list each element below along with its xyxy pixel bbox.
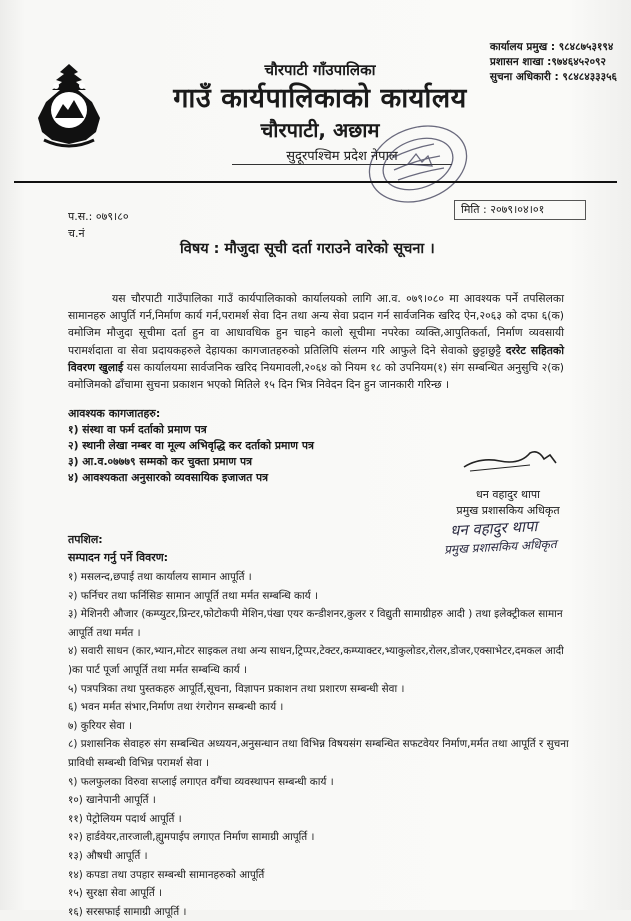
contact-info-officer: सुचना अधिकारी : ९८४८४३३३५६ <box>489 71 617 83</box>
office-location: चौरपाटी, अछाम <box>260 118 380 142</box>
signatory-title: प्रमुख प्रशासकिय अधिकृत <box>456 504 560 517</box>
municipality-name: चौरपाटी गाँउपालिका <box>264 61 376 79</box>
reference-block <box>68 208 129 242</box>
list-item: ३) मेशिनरी औजार (कम्प्युटर,प्रिन्टर,फोटोकपी मेशिन,पंखा एयर कन्डीशनर,कुलर र विद्युती सामाग्रीहरु आदी ) तथा इलेक्ट्रीकल सामान आपूर्ति तथा मर्मत । <box>68 608 563 639</box>
list-item: ११) पेट्रोलियम पदार्थ आपूर्ति । <box>68 812 182 825</box>
details-subtitle: सम्पादन गर्नु पर्ने विवरण: <box>68 551 169 564</box>
list-item: ४) आवश्यकता अनुसारको व्यवसायिक इजाजत पत्र <box>68 471 269 484</box>
body-part-1: यस चौरपाटी गाउँपालिका गाउँ कार्यपालिकाको कार्यालयको लागि आ.व. ०७९।०८० मा आवश्यक पर्ने तपसिलका सामानहरु आपुर्ति गर्न,निर्माण कार्य गर्न,परामर्श सेवा दिन तथा अन्य सेवा प्रदान गर्न सार्वजनिक खरिद ऐन,२०६३ को दफा ६(क) वमोजिम मौजुदा सूचीमा दर्ता हुन वा आधावधिक हुन चाहने कालो सूचीमा नपरेका व्यक्ति,आपुतिकर्ता, निर्माण व्यवसायी परामर्शदाता वा सेवा प्रदायकहरुले देहायका कागजातहरुको प्रतिलिपि संलग्न गरि आफुले दिने सेवाको छुट्टाछुट्टै <box>68 292 564 357</box>
nepal-government-emblem-icon <box>30 58 108 154</box>
list-item: १५) सुरक्षा सेवा आपूर्ति । <box>68 887 163 900</box>
list-item: ८) प्रशासनिक सेवाहरु संग सम्बन्धित अध्ययन,अनुसन्धान तथा विभिन्न विषयसंग सम्बन्धित सफटवेयर निर्माण,मर्मत तथा आपूर्ति र सुचना प्राविधी सम्बन्धी विभिन्न परामर्श सेवा । <box>68 738 569 769</box>
office-name: गाउँ कार्यपालिकाको कार्यालय <box>173 83 467 114</box>
list-item: २) स्थानी लेखा नम्बर वा मूल्य अभिवृद्धि कर दर्ताको प्रमाण पत्र <box>68 439 314 452</box>
list-item: ४) सवारी साधन (कार,भ्यान,मोटर साइकल तथा अन्य साधन,ट्रिप्पर,टेक्टर,कम्प्याक्टर,भ्याकुलोडर,रोलर,डोजर,एक्साभेटर,दमकल आदी )का पार्ट पूर्जा आपूर्ति तथा मर्मत सम्बन्धि कार्य । <box>68 645 564 676</box>
list-item: १४) कपडा तथा उपहार सम्बन्धी सामानहरुको आपूर्ति <box>68 868 265 881</box>
list-item: १) मसलन्द,छपाई तथा कार्यालय सामान आपूर्ति । <box>68 571 252 583</box>
list-item: १३) औषधी आपूर्ति । <box>68 849 148 862</box>
signature-scribble-icon <box>460 445 560 473</box>
chalani-number: च.नं <box>68 227 85 240</box>
list-item: १६) सरसफाई सामाग्री आपूर्ति । <box>68 905 187 918</box>
header-divider <box>14 181 617 183</box>
requirements-title: आवश्यक कागजातहरु: <box>68 407 161 420</box>
list-item: ६) भवन मर्मत संभार,निर्माण तथा रंगरोगन सम्बन्धी कार्य । <box>68 701 284 714</box>
handwritten-name: धन वहादुर थापा <box>449 517 538 540</box>
letter-subject: विषय : मौजुदा सूची दर्ता गराउने वारेको सूचना । <box>180 241 435 257</box>
list-item: १२) हार्डवेयर,तारजाली,ह्युमपाईप लगाएत निर्माण सामाग्री आपूर्ति । <box>68 831 315 844</box>
list-item: ३) आ.व.०७७७९ सम्मको कर चुक्ता प्रमाण पत्र <box>68 455 253 468</box>
details-title: तपशिल: <box>68 533 103 546</box>
patra-sankhya: प.स.: ०७९।८० <box>68 210 129 223</box>
list-item: १) संस्था वा फर्म दर्ताको प्रमाण पत्र <box>68 423 207 436</box>
contact-numbers <box>490 40 617 85</box>
body-bold-phrase: दररेट सहितको विवरण खुलाई <box>68 343 564 374</box>
handwritten-title: प्रमुख प्रशासकिय अधिकृत <box>443 536 557 557</box>
signatory-name: धन वहादुर थापा <box>476 488 540 501</box>
letter-date: मिति : २०७९।०४।०१ <box>454 200 586 220</box>
requirements-list <box>68 422 314 486</box>
list-item: २) फर्निचर तथा फर्निसिङ सामान आपूर्ति तथा मर्मत सम्बन्धि कार्य । <box>68 589 318 602</box>
list-item: ५) पत्रपत्रिका तथा पुस्तकहरु आपूर्ति,सूचना, विज्ञापन प्रकाशन तथा प्रशारण सम्बन्धी सेवा । <box>68 682 405 695</box>
province-name: सुदूरपश्चिम प्रदेश नेपाल <box>232 146 452 165</box>
list-item: ७) कुरियर सेवा । <box>68 719 132 732</box>
contact-admin-section: प्रशासन शाखा :९७४६४५२०९२ <box>489 56 606 68</box>
details-list <box>68 568 578 921</box>
list-item: ९) फलफुलका विरुवा सप्लाई लगाएत वगैंचा व्यवस्थापन सम्बन्धी कार्य । <box>68 775 334 788</box>
office-stamp-icon <box>362 118 474 208</box>
handwritten-signatory <box>438 517 588 561</box>
list-item: १०) खानेपानी आपूर्ति । <box>68 794 156 807</box>
notice-body <box>68 290 564 393</box>
contact-office-head: कार्यालय प्रमुख : ९८४८७५३१९४ <box>489 41 614 53</box>
body-part-2: यस कार्यालयमा सार्वजनिक खरिद नियमावली,२०६४ को नियम १८ को उपनियम(१) संग सम्बन्धित अनुसुचि २(क) वमोजिमको ढाँचामा सुचना प्रकाशन भएको मितिले १५ दिन भित्र निवेदन दिन हुन जानकारी गरिन्छ । <box>68 360 564 392</box>
